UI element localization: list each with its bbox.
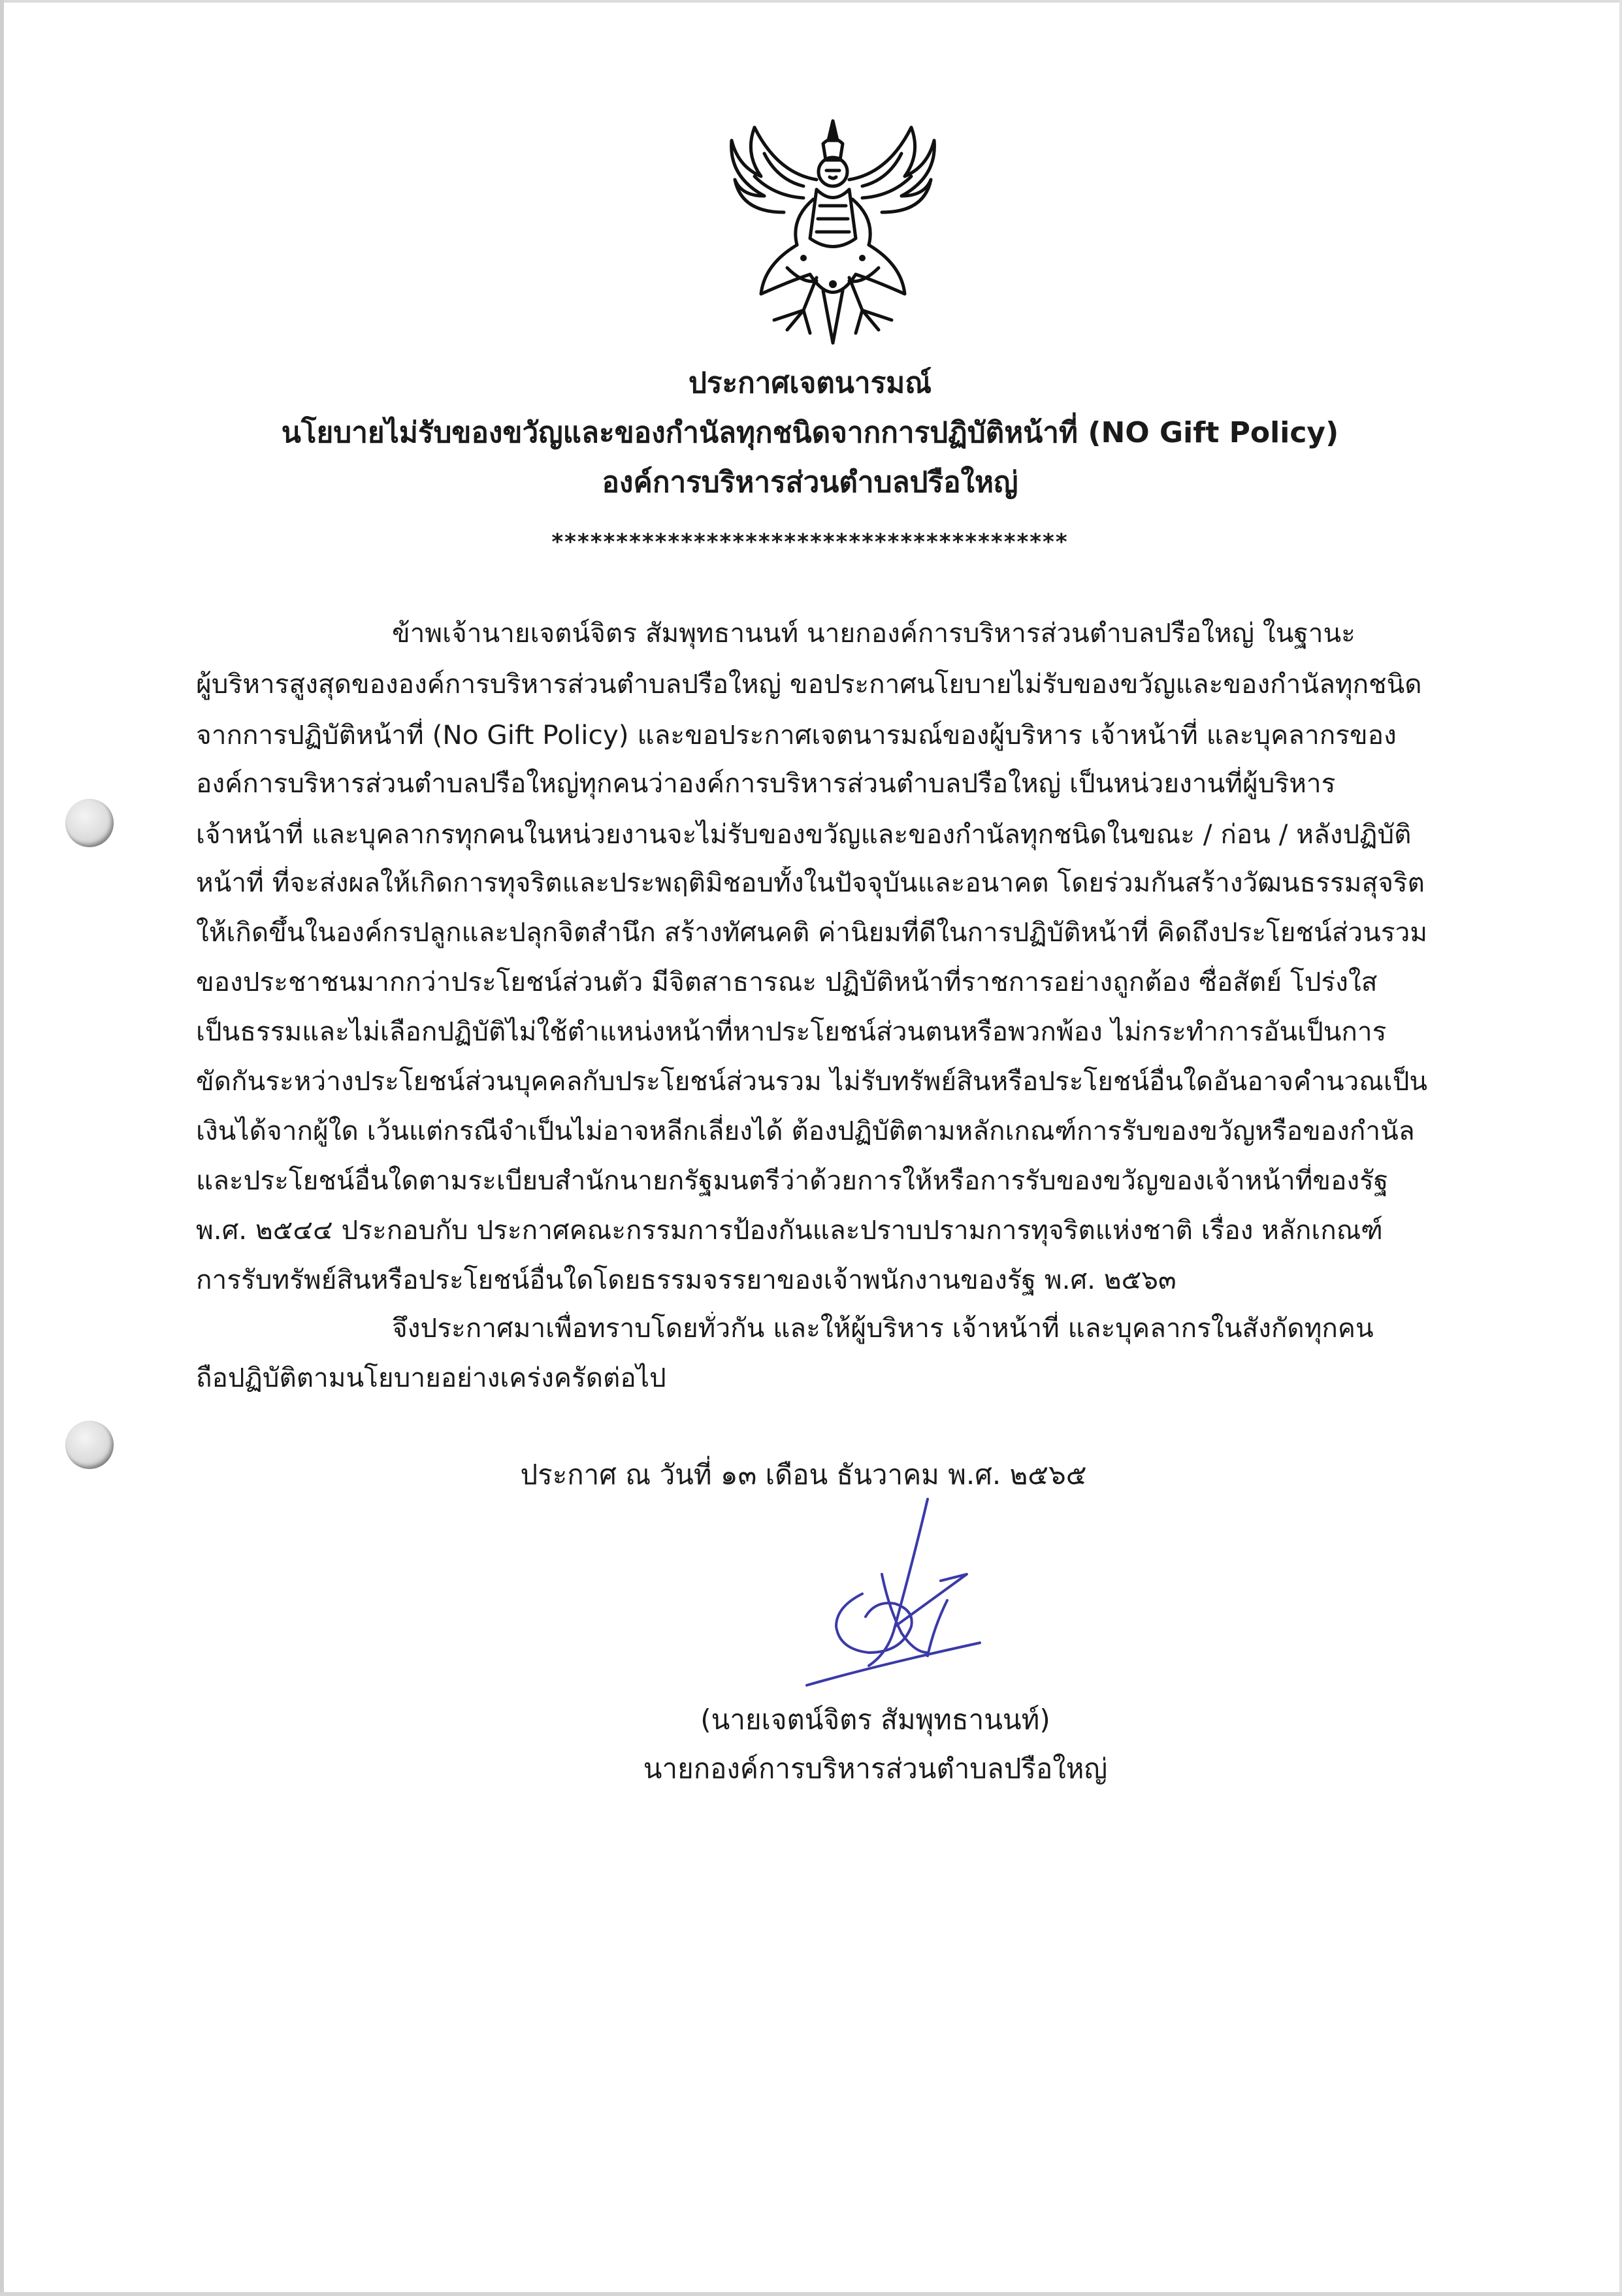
title-line-1: ประกาศเจตนารมณ์ [688,366,932,400]
scan-edge-top [0,0,1622,3]
body-line: จึงประกาศมาเพื่อทราบโดยทั่วกัน และให้ผู้บริหาร เจ้าหน้าที่ และบุคลากรในสังกัดทุกคน [392,1312,1374,1344]
body-line: ถือปฏิบัติตามนโยบายอย่างเคร่งครัดต่อไป [196,1362,666,1393]
scan-edge-bottom [0,2292,1622,2296]
date-line: ประกาศ ณ วันที่ ๑๓ เดือน ธันวาคม พ.ศ. ๒๕๖๕ [520,1459,1087,1491]
body-line: เงินได้จากผู้ใด เว้นแต่กรณีจำเป็นไม่อาจหลีกเลี่ยงได้ ต้องปฏิบัติตามหลักเกณฑ์การรับของขวัญหรือของกำนัล [196,1115,1415,1146]
punch-hole-top [65,799,114,847]
body-line: ขัดกันระหว่างประโยชน์ส่วนบุคคลกับประโยชน์ส่วนรวม ไม่รับทรัพย์สินหรือประโยชน์อื่นใดอันอาจคำนวณเป็น [196,1065,1428,1097]
scan-edge-right [1619,0,1622,2296]
punch-hole-bottom [65,1421,114,1469]
separator-stars: **************************************** [551,529,1069,555]
handwritten-signature [797,1496,993,1698]
body-line: เป็นธรรมและไม่เลือกปฏิบัติไม่ใช้ตำแหน่งหน้าที่หาประโยชน์ส่วนตนหรือพวกพ้อง ไม่กระทำการอันเป็นการ [196,1016,1387,1047]
body-line: และประโยชน์อื่นใดตามระเบียบสำนักนายกรัฐมนตรีว่าด้วยการให้หรือการรับของขวัญของเจ้าหน้าที่ของรัฐ [196,1165,1389,1196]
body-line: ให้เกิดขึ้นในองค์กรปลูกและปลุกจิตสำนึก สร้างทัศนคติ ค่านิยมที่ดีในการปฏิบัติหน้าที่ คิดถึงประโยชน์ส่วนรวม [196,916,1428,948]
title-line-2: นโยบายไม่รับของขวัญและของกำนัลทุกชนิดจากการปฏิบัติหน้าที่ (NO Gift Policy) [281,416,1339,449]
scan-edge-left [0,0,4,2296]
body-line: องค์การบริหารส่วนตำบลปรือใหญ่ทุกคนว่าองค์การบริหารส่วนตำบลปรือใหญ่ เป็นหน่วยงานที่ผู้บริหาร [196,768,1336,799]
body-line: ผู้บริหารสูงสุดขององค์การบริหารส่วนตำบลปรือใหญ่ ขอประกาศนโยบายไม่รับของขวัญและของกำนัลทุกชนิด [196,668,1422,700]
body-line: ของประชาชนมากกว่าประโยชน์ส่วนตัว มีจิตสาธารณะ ปฏิบัติหน้าที่ราชการอย่างถูกต้อง ซื่อสัตย์ โปร่งใส [196,966,1378,997]
body-line: จากการปฏิบัติหน้าที่ (No Gift Policy) และขอประกาศเจตนารมณ์ของผู้บริหาร เจ้าหน้าที่ และบุคลากรของ [196,719,1397,751]
body-line: พ.ศ. ๒๕๔๔ ประกอบกับ ประกาศคณะกรรมการป้องกันและปราบปรามการทุจริตแห่งชาติ เรื่อง หลักเกณฑ์ [196,1214,1383,1246]
signer-name: (นายเจตน์จิตร สัมพุทธานนท์) [700,1704,1050,1736]
body-line: ข้าพเจ้านายเจตน์จิตร สัมพุทธานนท์ นายกองค์การบริหารส่วนตำบลปรือใหญ่ ในฐานะ [392,617,1355,649]
body-line: เจ้าหน้าที่ และบุคลากรทุกคนในหน่วยงานจะไม่รับของขวัญและของกำนัลทุกชนิดในขณะ / ก่อน / หลังปฏิบัติ [196,818,1412,850]
title-line-3: องค์การบริหารส่วนตำบลปรือใหญ่ [602,466,1018,499]
body-line: การรับทรัพย์สินหรือประโยชน์อื่นใดโดยธรรมจรรยาของเจ้าพนักงานของรัฐ พ.ศ. ๒๕๖๓ [196,1264,1176,1295]
body-line: หน้าที่ ที่จะส่งผลให้เกิดการทุจริตและประพฤติมิชอบทั้งในปัจจุบันและอนาคต โดยร่วมกันสร้างวัฒนธรรมสุจริต [196,867,1425,898]
garuda-emblem [725,114,941,349]
signer-position: นายกองค์การบริหารส่วนตำบลปรือใหญ่ [643,1753,1108,1785]
